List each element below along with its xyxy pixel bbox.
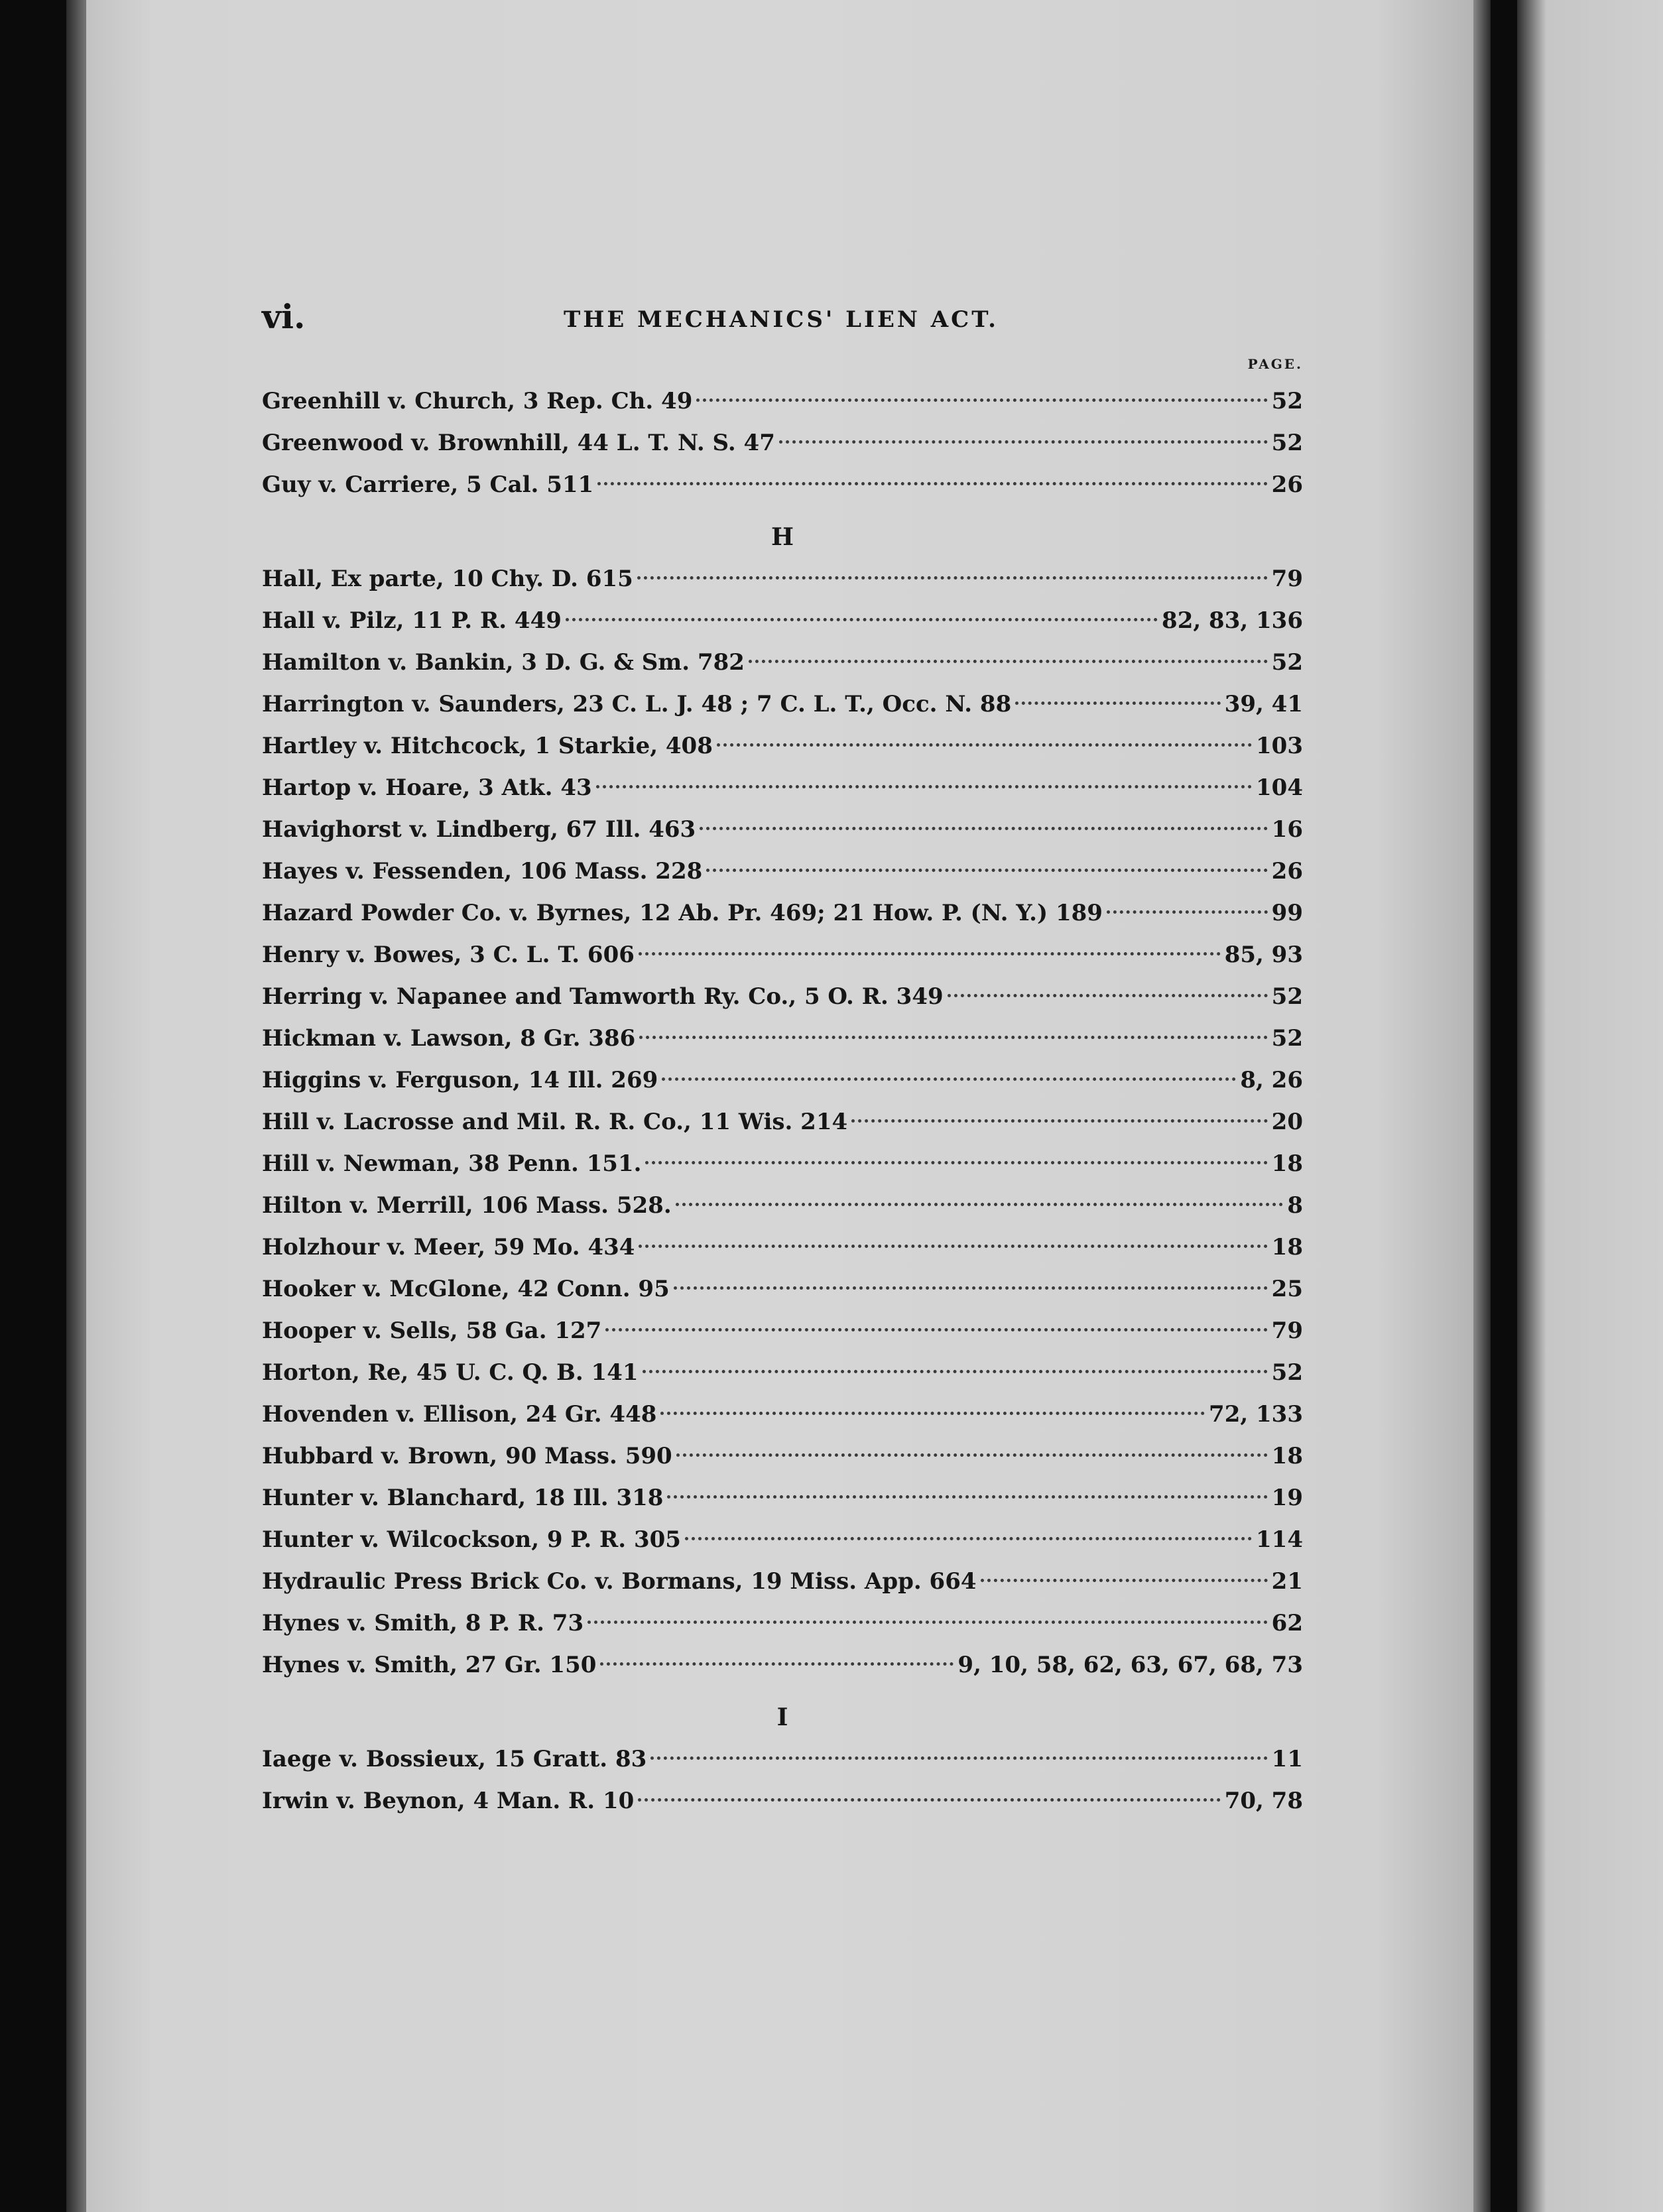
case-entry <box>262 1352 1303 1394</box>
dot-leader <box>1015 702 1220 705</box>
table-of-cases <box>262 381 1303 1822</box>
case-citation: Hunter v. Wilcockson, 9 P. R. 305 <box>262 1526 681 1553</box>
dot-leader <box>676 1203 1284 1206</box>
case-entry <box>262 1436 1303 1477</box>
case-entry <box>262 1780 1303 1822</box>
running-title: THE MECHANICS' LIEN ACT. <box>564 306 999 333</box>
section-letter-heading: I <box>776 1703 788 1731</box>
page-edge-shadow-right <box>1473 0 1491 2212</box>
case-citation: Hilton v. Merrill, 106 Mass. 528. <box>262 1192 672 1219</box>
page-reference: 39, 41 <box>1224 691 1303 717</box>
page-edge-shadow-left <box>66 0 86 2212</box>
case-entry <box>262 934 1303 976</box>
case-entry <box>262 1018 1303 1060</box>
section-letter-heading: H <box>770 523 794 551</box>
page-reference: 18 <box>1271 1443 1303 1469</box>
dot-leader <box>981 1579 1268 1582</box>
page-reference: 25 <box>1271 1276 1303 1302</box>
case-entry <box>262 1477 1303 1519</box>
case-entry <box>262 851 1303 892</box>
case-entry <box>262 381 1303 422</box>
dot-leader <box>639 952 1221 955</box>
dot-leader <box>600 1662 954 1666</box>
dot-leader <box>667 1495 1267 1499</box>
case-citation: Hooper v. Sells, 58 Ga. 127 <box>262 1318 602 1344</box>
page-reference: 11 <box>1271 1746 1303 1772</box>
case-citation: Hill v. Newman, 38 Penn. 151. <box>262 1150 642 1177</box>
page-reference: 62 <box>1271 1610 1303 1636</box>
case-citation: Hunter v. Blanchard, 18 Ill. 318 <box>262 1485 664 1511</box>
facing-page-edge <box>1517 0 1663 2212</box>
page-header <box>262 297 1303 343</box>
page-reference: 52 <box>1271 430 1303 456</box>
dot-leader <box>639 1036 1267 1039</box>
dot-leader <box>851 1119 1268 1123</box>
page-reference: 18 <box>1271 1150 1303 1177</box>
case-entry <box>262 1394 1303 1436</box>
page-reference: 103 <box>1256 733 1303 759</box>
case-entry <box>262 422 1303 464</box>
case-entry <box>262 1310 1303 1352</box>
dot-leader <box>717 743 1252 747</box>
case-entry <box>262 1739 1303 1780</box>
case-entry <box>262 767 1303 809</box>
page-reference: 26 <box>1271 858 1303 885</box>
dot-leader <box>605 1328 1267 1331</box>
dot-leader <box>700 827 1267 830</box>
case-citation: Iaege v. Bossieux, 15 Gratt. 83 <box>262 1746 647 1772</box>
page-reference: 52 <box>1271 983 1303 1010</box>
case-citation: Hamilton v. Bankin, 3 D. G. & Sm. 782 <box>262 649 745 676</box>
folio-number: vi. <box>262 297 306 336</box>
dot-leader <box>660 1412 1205 1415</box>
page-reference: 114 <box>1256 1526 1303 1553</box>
case-citation: Hydraulic Press Brick Co. v. Bormans, 19 Miss. App. 664 <box>262 1568 977 1595</box>
case-entry <box>262 1143 1303 1185</box>
case-citation: Herring v. Napanee and Tamworth Ry. Co., 5 O. R. 349 <box>262 983 944 1010</box>
case-entry <box>262 1519 1303 1561</box>
page-reference: 79 <box>1271 566 1303 592</box>
page-reference: 52 <box>1271 1025 1303 1052</box>
case-entry <box>262 1227 1303 1268</box>
dot-leader <box>643 1370 1268 1373</box>
page-reference: 52 <box>1271 1359 1303 1386</box>
dot-leader <box>706 869 1267 872</box>
case-citation: Hall, Ex parte, 10 Chy. D. 615 <box>262 566 633 592</box>
dot-leader <box>749 660 1268 663</box>
case-citation: Hayes v. Fessenden, 106 Mass. 228 <box>262 858 703 885</box>
case-entry <box>262 558 1303 600</box>
dot-leader <box>779 440 1268 444</box>
dot-leader <box>596 785 1252 788</box>
case-citation: Horton, Re, 45 U. C. Q. B. 141 <box>262 1359 639 1386</box>
page-reference: 20 <box>1271 1109 1303 1135</box>
dot-leader <box>597 482 1267 485</box>
case-citation: Havighorst v. Lindberg, 67 Ill. 463 <box>262 816 696 843</box>
case-entry <box>262 809 1303 851</box>
page-reference: 85, 93 <box>1224 942 1303 968</box>
page-reference: 8, 26 <box>1240 1067 1303 1093</box>
section-spacer <box>262 506 1303 517</box>
dot-leader <box>676 1453 1268 1457</box>
page-reference: 8 <box>1287 1192 1303 1219</box>
dot-leader <box>696 399 1267 402</box>
case-citation: Hooker v. McGlone, 42 Conn. 95 <box>262 1276 670 1302</box>
case-citation: Hickman v. Lawson, 8 Gr. 386 <box>262 1025 636 1052</box>
case-citation: Hovenden v. Ellison, 24 Gr. 448 <box>262 1401 657 1428</box>
case-entry <box>262 976 1303 1018</box>
case-citation: Greenhill v. Church, 3 Rep. Ch. 49 <box>262 388 693 414</box>
case-entry <box>262 1561 1303 1603</box>
dot-leader <box>1107 910 1268 914</box>
page-reference: 70, 78 <box>1224 1788 1303 1814</box>
dot-leader <box>638 1798 1220 1802</box>
case-citation: Harrington v. Saunders, 23 C. L. J. 48 ; 7 C. L. T., Occ. N. 88 <box>262 691 1012 717</box>
case-entry <box>262 642 1303 684</box>
page-reference: 26 <box>1271 471 1303 498</box>
page-reference: 99 <box>1271 900 1303 926</box>
case-citation: Holzhour v. Meer, 59 Mo. 434 <box>262 1234 635 1260</box>
case-entry <box>262 684 1303 725</box>
page-reference: 72, 133 <box>1209 1401 1303 1428</box>
case-citation: Hill v. Lacrosse and Mil. R. R. Co., 11 Wis. 214 <box>262 1109 848 1135</box>
case-citation: Guy v. Carriere, 5 Cal. 511 <box>262 471 594 498</box>
page-reference: 82, 83, 136 <box>1162 607 1303 634</box>
case-citation: Hartop v. Hoare, 3 Atk. 43 <box>262 774 592 801</box>
dot-leader <box>674 1286 1268 1290</box>
page-reference: 21 <box>1271 1568 1303 1595</box>
dot-leader <box>645 1161 1267 1164</box>
case-entry <box>262 600 1303 642</box>
page-reference: 19 <box>1271 1485 1303 1511</box>
case-entry <box>262 1185 1303 1227</box>
case-citation: Hartley v. Hitchcock, 1 Starkie, 408 <box>262 733 713 759</box>
case-entry <box>262 1060 1303 1101</box>
page-column-label: PAGE. <box>1247 356 1303 372</box>
case-entry <box>262 1644 1303 1686</box>
case-citation: Irwin v. Beynon, 4 Man. R. 10 <box>262 1788 635 1814</box>
dot-leader <box>639 1245 1267 1248</box>
case-citation: Higgins v. Ferguson, 14 Ill. 269 <box>262 1067 658 1093</box>
dot-leader <box>662 1077 1236 1081</box>
dot-leader <box>650 1756 1267 1760</box>
case-citation: Hubbard v. Brown, 90 Mass. 590 <box>262 1443 672 1469</box>
page-reference: 16 <box>1271 816 1303 843</box>
case-entry <box>262 1268 1303 1310</box>
case-entry <box>262 464 1303 506</box>
dot-leader <box>637 576 1268 580</box>
case-citation: Hynes v. Smith, 8 P. R. 73 <box>262 1610 584 1636</box>
case-citation: Henry v. Bowes, 3 C. L. T. 606 <box>262 942 635 968</box>
dot-leader <box>587 1621 1268 1624</box>
dot-leader <box>948 994 1268 997</box>
section-spacer <box>262 1686 1303 1697</box>
case-citation: Hazard Powder Co. v. Byrnes, 12 Ab. Pr. 469; 21 How. P. (N. Y.) 189 <box>262 900 1103 926</box>
case-entry <box>262 1101 1303 1143</box>
page-reference: 9, 10, 58, 62, 63, 67, 68, 73 <box>957 1652 1303 1678</box>
page-reference: 52 <box>1271 649 1303 676</box>
case-citation: Hynes v. Smith, 27 Gr. 150 <box>262 1652 597 1678</box>
case-entry <box>262 1603 1303 1644</box>
page-reference: 104 <box>1256 774 1303 801</box>
case-citation: Hall v. Pilz, 11 P. R. 449 <box>262 607 562 634</box>
page-reference: 18 <box>1271 1234 1303 1260</box>
page-reference: 79 <box>1271 1318 1303 1344</box>
case-entry <box>262 892 1303 934</box>
dot-leader <box>566 618 1158 621</box>
page-reference: 52 <box>1271 388 1303 414</box>
case-entry <box>262 725 1303 767</box>
case-citation: Greenwood v. Brownhill, 44 L. T. N. S. 47 <box>262 430 775 456</box>
dot-leader <box>685 1537 1252 1540</box>
